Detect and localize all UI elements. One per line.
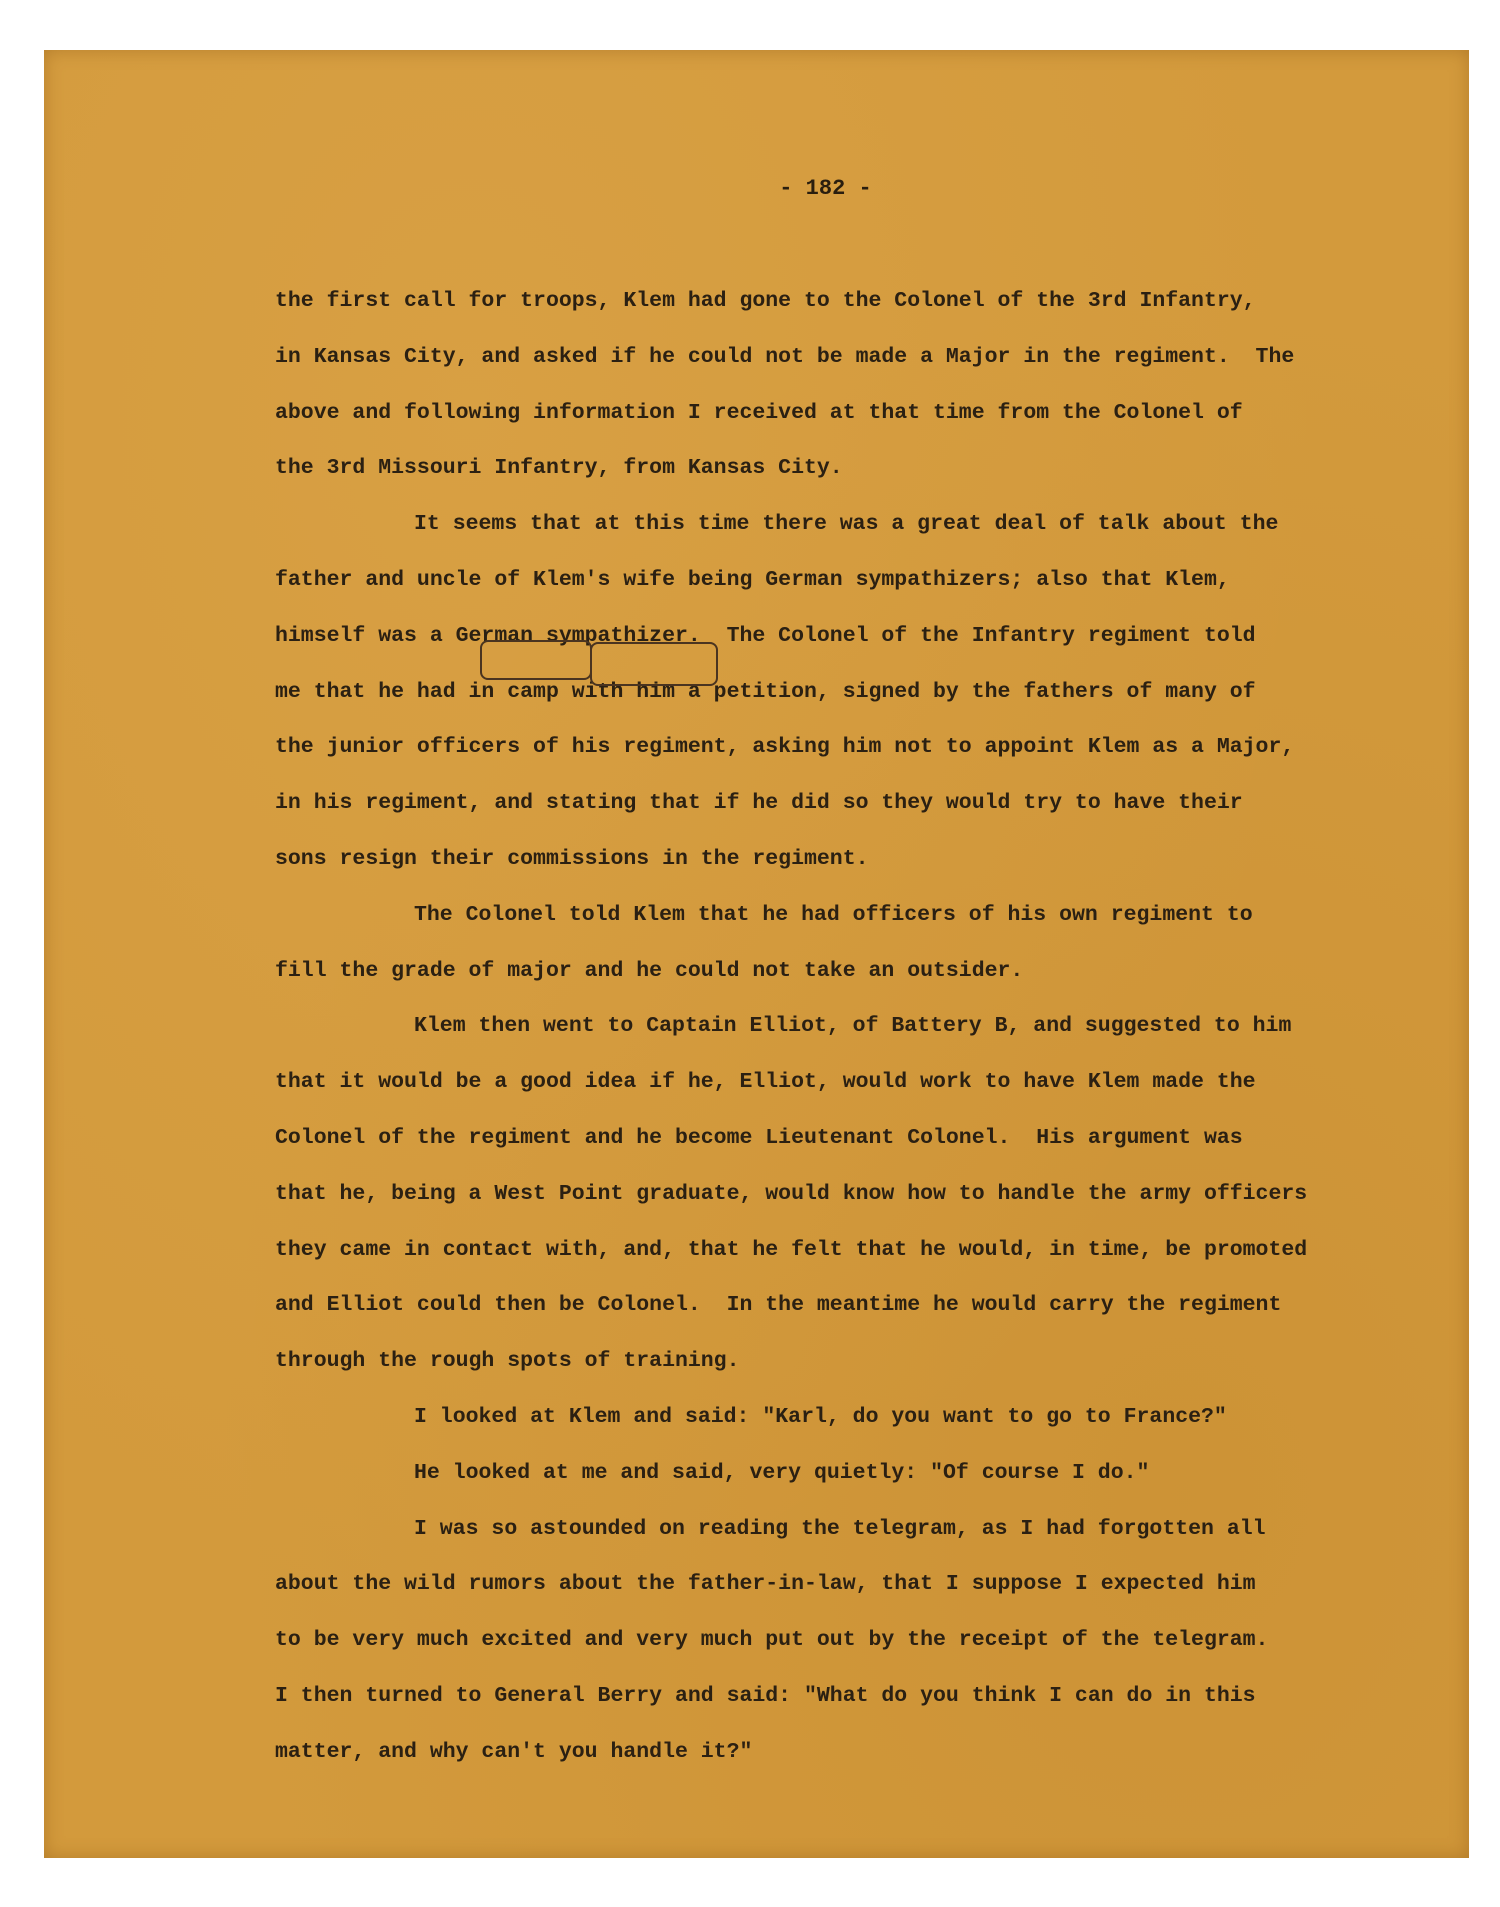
text-line: I was so astounded on reading the telegram, as I had forgotten all — [414, 1516, 1266, 1541]
page-number: - 182 - — [779, 176, 872, 201]
text-line: The Colonel told Klem that he had officers of his own regiment to — [414, 902, 1253, 927]
text-line: He looked at me and said, very quietly: "Of course I do." — [414, 1460, 1150, 1485]
text-line: about the wild rumors about the father-in-law, that I suppose I expected him — [275, 1572, 1256, 1597]
document-page — [44, 50, 1469, 1858]
handwritten-circle-mark — [590, 642, 718, 686]
text-line: that it would be a good idea if he, Elliot, would work to have Klem made the — [275, 1070, 1256, 1095]
text-line: that he, being a West Point graduate, would know how to handle the army officers — [275, 1181, 1308, 1206]
text-line: they came in contact with, and, that he felt that he would, in time, be promoted — [275, 1237, 1308, 1262]
text-line: the first call for troops, Klem had gone to the Colonel of the 3rd Infantry, — [275, 289, 1256, 313]
text-line: above and following information I received at that time from the Colonel of — [275, 400, 1243, 425]
text-line: through the rough spots of training. — [275, 1349, 740, 1374]
text-line: father and uncle of Klem's wife being German sympathizers; also that Klem, — [275, 567, 1230, 592]
text-line: Colonel of the regiment and he become Lieutenant Colonel. His argument was — [275, 1125, 1243, 1150]
text-line: sons resign their commissions in the regiment. — [275, 846, 869, 871]
text-line: I then turned to General Berry and said: "What do you think I can do in this — [275, 1683, 1256, 1708]
text-line: in his regiment, and stating that if he did so they would try to have their — [275, 791, 1243, 816]
handwritten-circle-mark — [480, 640, 592, 680]
text-line: and Elliot could then be Colonel. In the meantime he would carry the regiment — [275, 1293, 1282, 1318]
text-line: to be very much excited and very much put out by the receipt of the telegram. — [275, 1628, 1269, 1653]
text-line: I looked at Klem and said: "Karl, do you want to go to France?" — [414, 1404, 1227, 1429]
text-line: the junior officers of his regiment, asking him not to appoint Klem as a Major, — [275, 735, 1295, 760]
text-line: fill the grade of major and he could not take an outsider. — [275, 958, 1024, 983]
text-line: It seems that at this time there was a great deal of talk about the — [414, 512, 1279, 537]
text-line: himself was a German sympathizer. The Colonel of the Infantry regiment told — [275, 623, 1256, 648]
text-line: me that he had in camp with him a petition, signed by the fathers of many of — [275, 679, 1256, 704]
text-line: Klem then went to Captain Elliot, of Battery B, and suggested to him — [414, 1014, 1292, 1039]
text-line: matter, and why can't you handle it?" — [275, 1739, 753, 1764]
body-text — [275, 274, 1415, 1781]
text-line: the 3rd Missouri Infantry, from Kansas City. — [275, 456, 843, 481]
text-line: in Kansas City, and asked if he could not be made a Major in the regiment. The — [275, 344, 1295, 369]
